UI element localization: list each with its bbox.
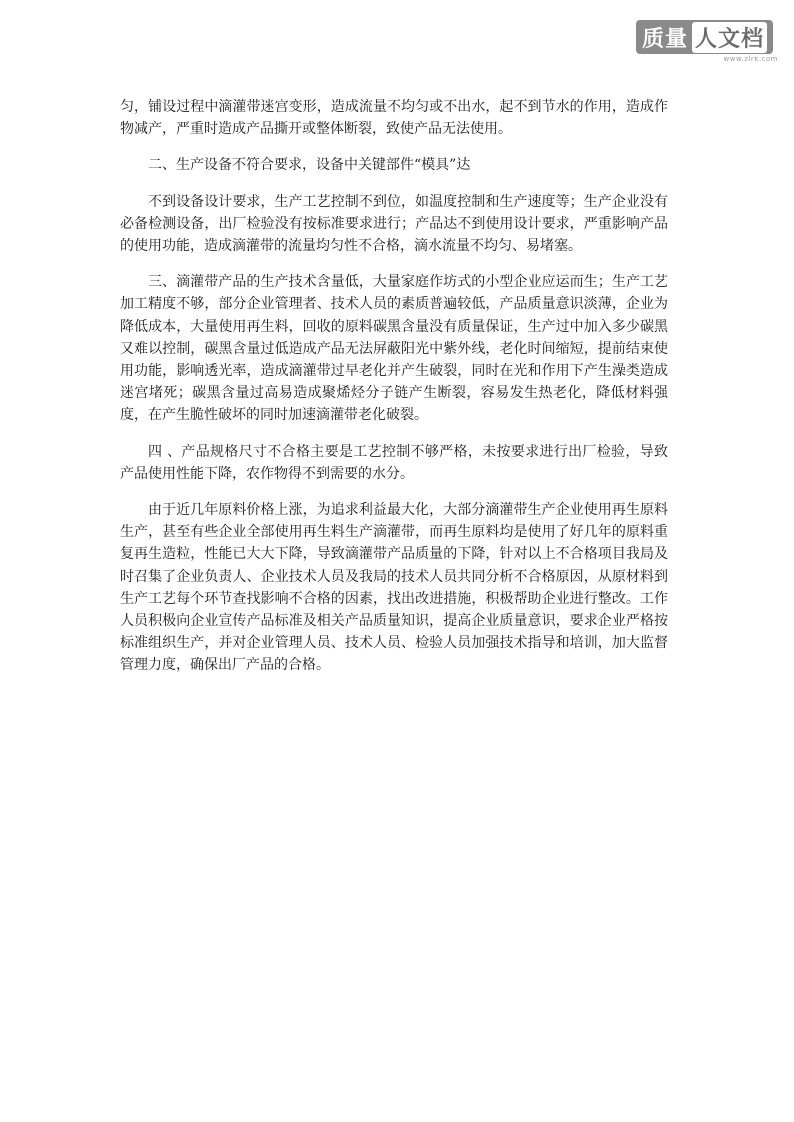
paragraph-continuation: 匀，铺设过程中滴灌带迷宫变形，造成流量不均匀或不出水，起不到节水的作用，造成作物减产，严重时造成产品撕开或整体断裂，致使产品无法使用。: [120, 99, 668, 138]
document-body: [120, 96, 668, 691]
paragraph-section-four: 四 、产品规格尺寸不合格主要是工艺控制不够严格，未按要求进行出厂检验，导致产品使用性能下降，农作物得不到需要的水分。: [120, 443, 668, 482]
paragraph-section-two-heading: 二、生产设备不符合要求，设备中关键部件“模具”达: [148, 157, 471, 174]
paragraph-section-three: 三、滴灌带产品的生产技术含量低，大量家庭作坊式的小型企业应运而生；生产工艺加工精度不够，部分企业管理者、技术人员的素质普遍较低，产品质量意识淡薄，企业为降低成本，大量使用再生料，回收的原料碳黑含量没有质量保证，生产过中加入多少碳黑又难以控制，碳黑含量过低造成产品无法屏蔽阳光中紫外线，老化时间缩短，提前结束使用功能，影响透光率，造成滴灌带过早老化并产生破裂，同时在光和作用下产生澡类造成迷宫堵死；碳黑含量过高易造成聚烯烃分子链产生断裂，容易发生热老化，降低材料强度，在产生脆性破坏的同时加速滴灌带老化破裂。: [120, 274, 668, 424]
watermark-brand-left: 质量: [642, 26, 689, 52]
paragraph-section-two-body: 不到设备设计要求，生产工艺控制不到位，如温度控制和生产速度等；生产企业没有必备检测设备，出厂检验没有按标准要求进行；产品达不到使用设计要求，严重影响产品的使用功能，造成滴灌带的流量均匀性不合格，滴水流量不均匀、易堵塞。: [120, 193, 668, 255]
watermark-logo: [636, 18, 784, 64]
watermark-url: www.zlrk.com: [723, 55, 778, 63]
watermark-brand-right: 人文档: [692, 22, 767, 53]
paragraph-conclusion: 由于近几年原料价格上涨，为追求利益最大化，大部分滴灌带生产企业使用再生原料生产，甚至有些企业全部使用再生料生产滴灌带，而再生原料均是使用了好几年的原料重复再生造粒，性能已大大下降，导致滴灌带产品质量的下降，针对以上不合格项目我局及时召集了企业负责人、企业技术人员及我局的技术人员共同分析不合格原因，从原材料到生产工艺每个环节查找影响不合格的因素，找出改进措施，积极帮助企业进行整改。工作人员积极向企业宣传产品标准及相关产品质量知识，提高企业质量意识，要求企业严格按标准组织生产，并对企业管理人员、技术人员、检验人员加强技术指导和培训，加大监督管理力度，确保出厂产品的合格。: [120, 502, 668, 674]
watermark-badge: [636, 20, 773, 54]
